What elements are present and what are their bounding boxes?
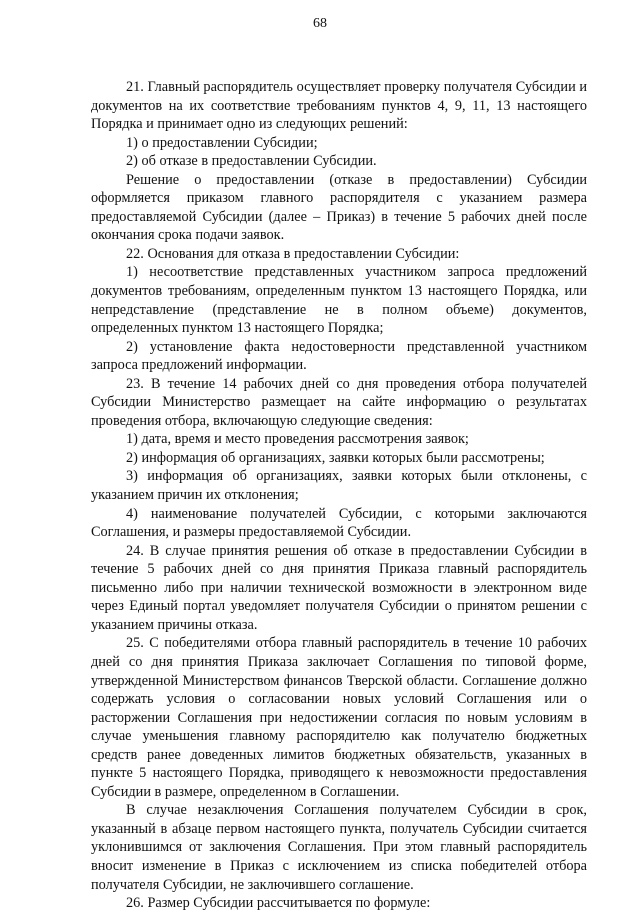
list-item-21-2: 2) об отказе в предоставлении Субсидии. [126, 153, 377, 170]
page-number: 68 [313, 16, 327, 31]
list-item-23-2: 2) информация об организациях, заявки которых были рассмотрены; [126, 449, 545, 466]
list-item-23-3: 3) информация об организациях, заявки которых были отклонены, с указанием причин их отклонения; [91, 468, 587, 504]
paragraph-23: 23. В течение 14 рабочих дней со дня проведения отбора получателей Субсидии Министерство размещает на сайте информацию о результатах проведения отбора, включающую следующие сведения: [91, 375, 587, 429]
list-item-21-1: 1) о предоставлении Субсидии; [126, 134, 318, 151]
paragraph-26: 26. Размер Субсидии рассчитывается по формуле: [126, 895, 431, 912]
paragraph-24: 24. В случае принятия решения об отказе в предоставлении Субсидии в течение 5 рабочих дней со дня принятия Приказа главный распорядитель письменно либо при наличии технической возможности в электронном виде через Единый портал уведомляет получателя Субсидии о принятом решении с указанием причины отказа. [91, 542, 587, 633]
list-item-23-1: 1) дата, время и место проведения рассмотрения заявок; [126, 431, 469, 448]
list-item-23-4: 4) наименование получателей Субсидии, с которыми заключаются Соглашения, и размеры предоставляемой Субсидии. [91, 505, 587, 541]
paragraph-22: 22. Основания для отказа в предоставлении Субсидии: [126, 245, 460, 262]
paragraph-25-non-conclusion: В случае незаключения Соглашения получателем Субсидии в срок, указанный в абзаце первом настоящего пункта, получатель Субсидии считается уклонившимся от заключения Соглашения. При этом главный распорядитель вносит изменение в Приказ с исключением из списка победителей отбора получателя Субсидии, не заключившего соглашение. [91, 802, 587, 893]
paragraph-25: 25. С победителями отбора главный распорядитель в течение 10 рабочих дней со дня принятия Приказа заключает Соглашения по типовой форме, утвержденной Министерством финансов Тверской области. Соглашение должно содержать условия о согласовании новых условий Соглашения или о расторжении Соглашения при недостижении согласия по новым условиям в случае уменьшения главному распорядителю как получателю бюджетных средств ранее доведенных лимитов бюджетных обязательств, указанных в пункте 5 настоящего Порядка, приводящего к невозможности предоставления Субсидии в размере, определенном в Соглашении. [91, 635, 587, 800]
list-item-22-2: 2) установление факта недостоверности представленной участником запроса предложений информации. [91, 338, 587, 374]
paragraph-decision: Решение о предоставлении (отказе в предоставлении) Субсидии оформляется приказом главного распорядителя с указанием размера предоставляемой Субсидии (далее – Приказ) в течение 5 рабочих дней после окончания срока подачи заявок. [91, 171, 587, 244]
paragraph-21: 21. Главный распорядитель осуществляет проверку получателя Субсидии и документов на их соответствие требованиям пунктов 4, 9, 11, 13 настоящего Порядка и принимает одно из следующих решений: [91, 79, 587, 133]
document-body [91, 78, 587, 913]
list-item-22-1: 1) несоответствие представленных участником запроса предложений документов требованиям, определенным пунктом 13 настоящего Порядка, или непредставление (представление не в полном объеме) документов, определенных пунктом 13 настоящего Порядка; [91, 264, 587, 337]
